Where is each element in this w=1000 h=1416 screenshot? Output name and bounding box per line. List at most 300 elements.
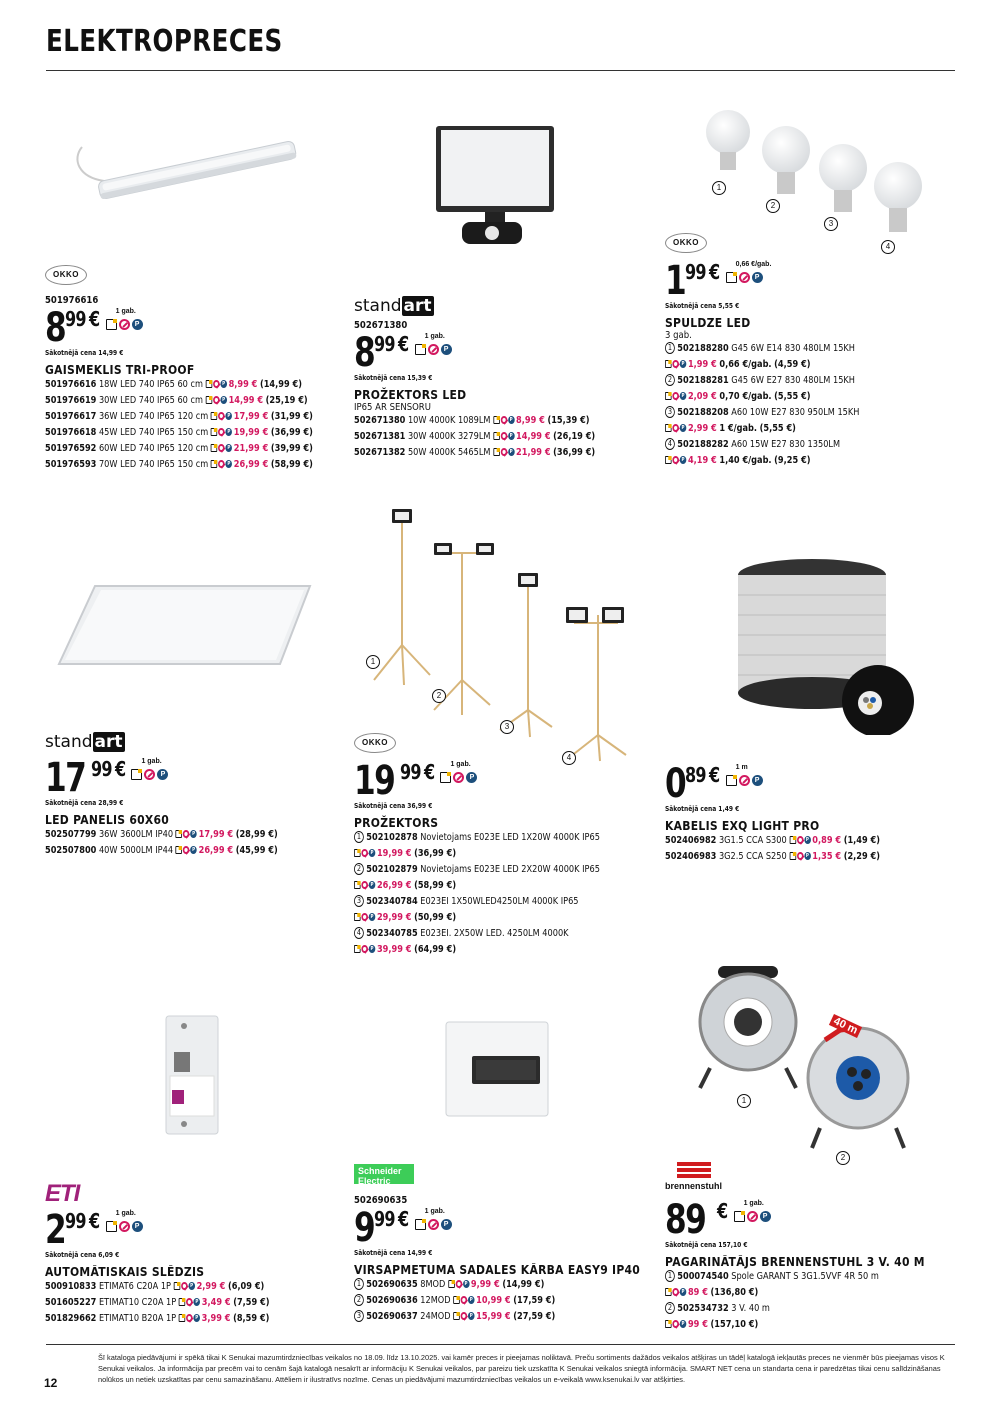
loyalty-icons bbox=[440, 772, 477, 783]
distribution-box-image bbox=[442, 1018, 552, 1118]
variant-original-price: (58,99 €) bbox=[414, 880, 457, 891]
price-unit: 1 gab. bbox=[424, 333, 445, 340]
p-badge-icon: P bbox=[681, 1289, 685, 1295]
product-name: PROŽEKTORS LED bbox=[354, 388, 467, 402]
no-discount-icon bbox=[218, 428, 225, 436]
variant-code: 502102878 bbox=[366, 832, 418, 843]
variant-original-price: (2,29 €) bbox=[843, 851, 881, 862]
no-discount-icon bbox=[672, 424, 679, 432]
brand-text: brennenstuhl bbox=[665, 1181, 723, 1191]
loyalty-icons bbox=[176, 830, 197, 838]
eti-logo: ETI bbox=[45, 1180, 80, 1207]
loyalty-card-icon bbox=[211, 428, 218, 436]
variant-original-price: (28,99 €) bbox=[235, 829, 278, 840]
variant-description: Novietojams E023E LED 1X20W 4000K IP65 bbox=[420, 832, 600, 843]
footer-divider bbox=[46, 1344, 955, 1345]
variant-code: 502671380 bbox=[354, 415, 406, 426]
variant-unit-price: 0,70 €/gab. bbox=[719, 391, 772, 402]
loyalty-icons bbox=[726, 775, 763, 786]
loyalty-card-icon bbox=[179, 1298, 186, 1306]
variant-row bbox=[45, 441, 313, 457]
p-badge-icon: P bbox=[192, 831, 196, 837]
variant-code: 502507800 bbox=[45, 845, 97, 856]
page-title: ELEKTROPRECES bbox=[46, 24, 283, 59]
p-badge-icon: P bbox=[760, 1211, 771, 1222]
p-badge-icon: P bbox=[464, 1281, 468, 1287]
variant-description: 70W LED 740 IP65 150 cm bbox=[98, 459, 209, 470]
p-badge-icon: P bbox=[681, 425, 685, 431]
variant-code: 502671382 bbox=[354, 447, 406, 458]
variant-row bbox=[45, 393, 308, 409]
no-discount-icon bbox=[453, 772, 464, 783]
no-discount-icon bbox=[455, 1280, 462, 1288]
product-distribution-box[interactable] bbox=[354, 1164, 654, 1325]
variant-description: Novietojams E023E LED 2X20W 4000K IP65 bbox=[420, 864, 600, 875]
variant-code: 501976617 bbox=[45, 411, 97, 422]
variant-row bbox=[665, 833, 911, 849]
variant-price-row bbox=[665, 453, 911, 469]
variant-original-price: (39,99 €) bbox=[270, 443, 313, 454]
product-code: 502690635 bbox=[354, 1195, 408, 1206]
variant-description: G45 6W E14 830 480LM 15KH bbox=[731, 343, 855, 354]
cable-length-label: 40 m bbox=[829, 1014, 862, 1038]
variant-code: 501976593 bbox=[45, 459, 97, 470]
p-badge-icon: P bbox=[509, 417, 513, 423]
variant-code: 502671381 bbox=[354, 431, 406, 442]
variant-number-badge: 2 bbox=[665, 374, 675, 386]
variant-number-badge: 2 bbox=[665, 1302, 675, 1314]
variant-sale-price: 3,99 € bbox=[201, 1313, 231, 1324]
product-led-panel[interactable] bbox=[45, 732, 345, 859]
product-led-bulb[interactable] bbox=[665, 232, 965, 469]
price-unit: 1 gab. bbox=[743, 1200, 764, 1207]
loyalty-card-icon bbox=[665, 424, 672, 432]
variant-number-badge: 1 bbox=[354, 1278, 364, 1290]
price-currency: € bbox=[114, 757, 125, 781]
title-divider bbox=[46, 70, 955, 71]
variant-number-badge: 2 bbox=[354, 863, 364, 875]
product-subtitle: 3 gab. bbox=[665, 330, 692, 341]
price bbox=[45, 1207, 345, 1253]
variant-row bbox=[45, 377, 302, 393]
variant-number-badge: 3 bbox=[665, 406, 675, 418]
price bbox=[665, 761, 965, 807]
no-discount-icon bbox=[672, 360, 679, 368]
variant-row bbox=[354, 894, 600, 910]
variant-sale-price: 3,49 € bbox=[201, 1297, 231, 1308]
no-discount-icon bbox=[186, 1314, 193, 1322]
variant-sale-price: 14,99 € bbox=[516, 431, 551, 442]
no-discount-icon bbox=[672, 1288, 679, 1296]
loyalty-card-icon bbox=[734, 1211, 745, 1222]
price-currency: € bbox=[708, 763, 720, 787]
variant-sale-price: 39,99 € bbox=[376, 944, 412, 955]
variant-sale-price: 4,19 € bbox=[687, 455, 717, 466]
brennenstuhl-bars-icon bbox=[677, 1162, 711, 1178]
loyalty-card-icon bbox=[493, 416, 500, 424]
variant-code: 502188208 bbox=[677, 407, 729, 418]
loyalty-card-icon bbox=[179, 1314, 186, 1322]
price bbox=[354, 758, 654, 804]
variant-row bbox=[354, 830, 600, 846]
original-price: Sākotnējā cena 14,99 € bbox=[45, 349, 124, 357]
loyalty-card-icon bbox=[789, 852, 796, 860]
variant-original-price: (36,99 €) bbox=[553, 447, 596, 458]
loyalty-icons bbox=[665, 1288, 686, 1296]
no-discount-icon bbox=[218, 444, 225, 452]
product-projector[interactable] bbox=[354, 732, 654, 958]
price-currency: € bbox=[716, 1199, 728, 1223]
variant-sale-price: 26,99 € bbox=[198, 845, 234, 856]
price-currency: € bbox=[708, 260, 720, 284]
original-price: Sākotnējā cena 6,09 € bbox=[45, 1251, 120, 1259]
no-discount-icon bbox=[213, 396, 220, 404]
variant-sale-price: 1,35 € bbox=[812, 851, 842, 862]
p-badge-icon: P bbox=[681, 393, 685, 399]
variant-price-row bbox=[665, 1317, 911, 1333]
loyalty-icons bbox=[665, 1320, 686, 1328]
variant-list bbox=[665, 1269, 965, 1333]
loyalty-icons bbox=[354, 945, 375, 953]
variant-list bbox=[665, 341, 965, 469]
variant-original-price: (31,99 €) bbox=[270, 411, 313, 422]
variant-code: 501829662 bbox=[45, 1313, 97, 1324]
tri-proof-light-image bbox=[68, 135, 308, 215]
variant-description: 36W LED 740 IP65 120 cm bbox=[98, 411, 209, 422]
variant-price-row bbox=[354, 942, 600, 958]
variant-list bbox=[665, 833, 965, 865]
cable-reel-image bbox=[730, 555, 920, 735]
variant-description: E023EI 1X50WLED4250LM 4000K IP65 bbox=[420, 896, 579, 907]
variant-description: 18W LED 740 IP65 60 cm bbox=[98, 379, 203, 390]
schneider-logo: Schneider Electric bbox=[354, 1164, 414, 1184]
p-badge-icon: P bbox=[509, 449, 513, 455]
variant-original-price: (17,59 €) bbox=[513, 1295, 556, 1306]
product-floodlight-led[interactable] bbox=[354, 296, 654, 461]
no-discount-icon bbox=[672, 456, 679, 464]
loyalty-icons bbox=[726, 272, 772, 283]
variant-sale-price: 89 € bbox=[687, 1287, 708, 1298]
variant-sale-price: 2,09 € bbox=[687, 391, 717, 402]
loyalty-icons bbox=[453, 1312, 474, 1320]
loyalty-icons bbox=[106, 319, 143, 330]
loyalty-icons bbox=[453, 1296, 474, 1304]
loyalty-card-icon bbox=[665, 360, 672, 368]
p-badge-icon: P bbox=[195, 1299, 199, 1305]
price-integer: 8 bbox=[45, 305, 66, 351]
variant-original-price: (7,59 €) bbox=[233, 1297, 270, 1308]
loyalty-icons bbox=[179, 1314, 200, 1322]
brand-text: stand bbox=[354, 296, 402, 316]
loyalty-icons bbox=[174, 1282, 195, 1290]
variant-number-badge: 4 bbox=[354, 927, 364, 939]
standart-logo bbox=[45, 732, 125, 752]
product-extension-reel[interactable] bbox=[665, 1162, 965, 1333]
no-discount-icon bbox=[739, 272, 750, 283]
no-discount-icon bbox=[672, 1320, 679, 1328]
no-discount-icon bbox=[144, 769, 155, 780]
variant-row bbox=[665, 1269, 911, 1285]
variant-description: ETIMAT6 C20A 1P bbox=[98, 1281, 171, 1292]
variant-row bbox=[45, 1311, 291, 1327]
variant-code: 501976618 bbox=[45, 427, 97, 438]
variant-description: 3G2.5 CCA S250 bbox=[718, 851, 787, 862]
loyalty-icons bbox=[415, 1219, 452, 1230]
variant-original-price: (64,99 €) bbox=[414, 944, 457, 955]
price bbox=[665, 258, 965, 304]
loyalty-icons bbox=[354, 881, 375, 889]
variant-number-badge: 1 bbox=[665, 1270, 675, 1282]
price-decimal: 99 bbox=[373, 1207, 395, 1231]
price bbox=[354, 330, 654, 376]
loyalty-icons bbox=[106, 1221, 143, 1232]
variant-description: 8MOD bbox=[420, 1279, 446, 1290]
p-badge-icon: P bbox=[222, 397, 226, 403]
variant-sale-price: 2,99 € bbox=[196, 1281, 226, 1292]
variant-original-price: (1,49 €) bbox=[843, 835, 881, 846]
price-decimal: 89 bbox=[684, 763, 706, 787]
variant-row bbox=[354, 413, 600, 429]
variant-description: 60W LED 740 IP65 120 cm bbox=[98, 443, 209, 454]
p-badge-icon: P bbox=[370, 914, 374, 920]
loyalty-card-icon bbox=[415, 344, 426, 355]
original-price: Sākotnējā cena 157,10 € bbox=[665, 1241, 748, 1249]
p-badge-icon: P bbox=[132, 319, 143, 330]
price-currency: € bbox=[423, 760, 434, 784]
loyalty-card-icon bbox=[453, 1312, 460, 1320]
loyalty-card-icon bbox=[789, 836, 796, 844]
no-discount-icon bbox=[797, 836, 804, 844]
product-cable[interactable] bbox=[665, 762, 965, 865]
variant-sale-price: 15,99 € bbox=[476, 1311, 511, 1322]
p-badge-icon: P bbox=[195, 1315, 199, 1321]
variant-description: A60 10W E27 830 950LM 15KH bbox=[731, 407, 860, 418]
product-code: 502671380 bbox=[354, 320, 408, 331]
product-name: AUTOMĀTISKAIS SLĒDZIS bbox=[45, 1265, 205, 1279]
variant-number-badge: 1 bbox=[665, 342, 675, 354]
variant-code: 502188280 bbox=[677, 343, 729, 354]
price-decimal: 99 bbox=[64, 307, 86, 331]
no-discount-icon bbox=[183, 846, 190, 854]
variant-original-price: (25,19 €) bbox=[265, 395, 308, 406]
loyalty-card-icon bbox=[174, 1282, 181, 1290]
variant-description: 24MOD bbox=[420, 1311, 451, 1322]
loyalty-card-icon bbox=[415, 1219, 426, 1230]
loyalty-card-icon bbox=[206, 380, 213, 388]
loyalty-card-icon bbox=[493, 432, 500, 440]
price-decimal: 99 bbox=[684, 260, 706, 284]
product-name: VIRSAPMETUMA SADALES KĀRBA EASY9 IP40 bbox=[354, 1263, 641, 1277]
p-badge-icon: P bbox=[227, 429, 231, 435]
loyalty-icons bbox=[665, 392, 686, 400]
callout-1: 1 bbox=[737, 1094, 751, 1108]
p-badge-icon: P bbox=[370, 882, 374, 888]
no-discount-icon bbox=[500, 432, 507, 440]
no-discount-icon bbox=[361, 849, 368, 857]
callout-4: 4 bbox=[881, 240, 895, 254]
variant-original-price: (50,99 €) bbox=[414, 912, 457, 923]
price bbox=[45, 755, 345, 801]
variant-row bbox=[45, 1279, 291, 1295]
variant-code: 502188282 bbox=[677, 439, 729, 450]
variant-price-row bbox=[354, 878, 600, 894]
variant-sale-price: 9,99 € bbox=[470, 1279, 500, 1290]
original-price: Sākotnējā cena 15,39 € bbox=[354, 374, 433, 382]
loyalty-icons bbox=[415, 344, 452, 355]
variant-row bbox=[45, 843, 291, 859]
callout-1: 1 bbox=[366, 655, 380, 669]
loyalty-card-icon bbox=[440, 772, 451, 783]
original-price: Sākotnējā cena 28,99 € bbox=[45, 799, 124, 807]
variant-original-price: (15,39 €) bbox=[547, 415, 590, 426]
p-badge-icon: P bbox=[370, 850, 374, 856]
variant-sale-price: 99 € bbox=[687, 1319, 708, 1330]
no-discount-icon bbox=[672, 392, 679, 400]
variant-code: 502406983 bbox=[665, 851, 717, 862]
loyalty-card-icon bbox=[665, 456, 672, 464]
variant-sale-price: 19,99 € bbox=[376, 848, 412, 859]
price-currency: € bbox=[88, 307, 100, 331]
variant-description: 45W LED 740 IP65 150 cm bbox=[98, 427, 209, 438]
p-badge-icon: P bbox=[222, 381, 226, 387]
loyalty-icons bbox=[354, 913, 375, 921]
price-integer: 89 bbox=[665, 1197, 706, 1243]
loyalty-card-icon bbox=[665, 392, 672, 400]
loyalty-card-icon bbox=[493, 448, 500, 456]
variant-row bbox=[45, 827, 291, 843]
no-discount-icon bbox=[218, 460, 225, 468]
variant-sale-price: 1,99 € bbox=[687, 359, 717, 370]
product-name: PROŽEKTORS bbox=[354, 816, 439, 830]
no-discount-icon bbox=[361, 945, 368, 953]
no-discount-icon bbox=[186, 1298, 193, 1306]
p-badge-icon: P bbox=[441, 344, 452, 355]
loyalty-card-icon bbox=[211, 444, 218, 452]
original-price: Sākotnējā cena 1,49 € bbox=[665, 805, 740, 813]
variant-original-price: (27,59 €) bbox=[513, 1311, 556, 1322]
p-badge-icon: P bbox=[227, 461, 231, 467]
floodlight-sensor-image bbox=[430, 122, 560, 252]
variant-code: 500910833 bbox=[45, 1281, 97, 1292]
loyalty-card-icon bbox=[354, 881, 361, 889]
variant-row bbox=[45, 457, 313, 473]
p-badge-icon: P bbox=[681, 1321, 685, 1327]
variant-sale-price: 21,99 € bbox=[516, 447, 551, 458]
variant-row bbox=[665, 1301, 911, 1317]
loyalty-card-icon bbox=[211, 460, 218, 468]
no-discount-icon bbox=[500, 448, 507, 456]
p-badge-icon: P bbox=[441, 1219, 452, 1230]
variant-original-price: (8,59 €) bbox=[233, 1313, 270, 1324]
price-integer: 0 bbox=[665, 761, 686, 807]
variant-row bbox=[45, 425, 313, 441]
variant-code: 502690635 bbox=[366, 1279, 418, 1290]
loyalty-card-icon bbox=[448, 1280, 455, 1288]
price-currency: € bbox=[397, 1207, 409, 1231]
loyalty-icons bbox=[493, 432, 514, 440]
p-badge-icon: P bbox=[805, 853, 809, 859]
p-badge-icon: P bbox=[132, 1221, 143, 1232]
p-badge-icon: P bbox=[370, 946, 374, 952]
variant-description: 30W LED 740 IP65 60 cm bbox=[98, 395, 203, 406]
variant-list bbox=[45, 827, 345, 859]
led-panel-image bbox=[55, 580, 325, 670]
variant-row bbox=[354, 926, 600, 942]
price-unit: 1 m bbox=[735, 764, 748, 771]
variant-description: 12MOD bbox=[420, 1295, 451, 1306]
price bbox=[45, 305, 345, 351]
variant-code: 501976592 bbox=[45, 443, 97, 454]
variant-unit-price: 1,40 €/gab. bbox=[719, 455, 772, 466]
variant-unit-price: 0,66 €/gab. bbox=[719, 359, 772, 370]
loyalty-card-icon bbox=[453, 1296, 460, 1304]
variant-code: 502406982 bbox=[665, 835, 717, 846]
product-name: LED PANELIS 60X60 bbox=[45, 813, 170, 827]
product-tri-proof[interactable] bbox=[45, 264, 345, 473]
no-discount-icon bbox=[218, 412, 225, 420]
variant-number-badge: 3 bbox=[354, 895, 364, 907]
loyalty-icons bbox=[211, 412, 232, 420]
product-circuit-breaker[interactable] bbox=[45, 1180, 345, 1327]
p-badge-icon: P bbox=[752, 775, 763, 786]
price-integer: 17 bbox=[45, 755, 86, 801]
loyalty-icons bbox=[354, 849, 375, 857]
loyalty-card-icon bbox=[211, 412, 218, 420]
variant-list bbox=[354, 1277, 654, 1325]
variant-code: 502690636 bbox=[366, 1295, 418, 1306]
product-name: GAISMEKLIS TRI-PROOF bbox=[45, 363, 195, 377]
price bbox=[354, 1205, 654, 1251]
p-badge-icon: P bbox=[190, 1283, 194, 1289]
p-badge-icon: P bbox=[227, 445, 231, 451]
p-badge-icon: P bbox=[466, 772, 477, 783]
loyalty-card-icon bbox=[106, 319, 117, 330]
standart-logo bbox=[354, 296, 434, 316]
price-unit: 0,66 €/gab. bbox=[735, 261, 772, 268]
variant-code: 502534732 bbox=[677, 1303, 729, 1314]
variant-description: ETIMAT10 B20A 1P bbox=[98, 1313, 177, 1324]
original-price: Sākotnējā cena 5,55 € bbox=[665, 302, 740, 310]
loyalty-icons bbox=[206, 380, 227, 388]
variant-description: 30W 4000K 3279LM bbox=[407, 431, 491, 442]
no-discount-icon bbox=[461, 1312, 468, 1320]
brand-text-art: art bbox=[94, 732, 123, 752]
price-unit: 1 gab. bbox=[115, 1210, 136, 1217]
product-name: SPULDZE LED bbox=[665, 316, 751, 330]
okko-logo: OKKO bbox=[665, 233, 707, 253]
p-badge-icon: P bbox=[469, 1297, 473, 1303]
loyalty-card-icon bbox=[665, 1288, 672, 1296]
price-currency: € bbox=[397, 332, 409, 356]
variant-code: 502340785 bbox=[366, 928, 418, 939]
variant-row bbox=[354, 429, 600, 445]
variant-description: ETIMAT10 C20A 1P bbox=[98, 1297, 177, 1308]
variant-original-price: (45,99 €) bbox=[235, 845, 278, 856]
brand-text: stand bbox=[45, 732, 93, 752]
callout-2: 2 bbox=[836, 1151, 850, 1165]
variant-sale-price: 21,99 € bbox=[233, 443, 269, 454]
variant-code: 502340784 bbox=[366, 896, 418, 907]
loyalty-card-icon bbox=[726, 775, 737, 786]
variant-code: 501976616 bbox=[45, 379, 97, 390]
variant-sale-price: 26,99 € bbox=[376, 880, 412, 891]
p-badge-icon: P bbox=[192, 847, 196, 853]
loyalty-icons bbox=[176, 846, 197, 854]
loyalty-card-icon bbox=[665, 1320, 672, 1328]
loyalty-card-icon bbox=[176, 830, 183, 838]
variant-description: G45 6W E27 830 480LM 15KH bbox=[731, 375, 855, 386]
price-decimal: 99 bbox=[90, 757, 112, 781]
